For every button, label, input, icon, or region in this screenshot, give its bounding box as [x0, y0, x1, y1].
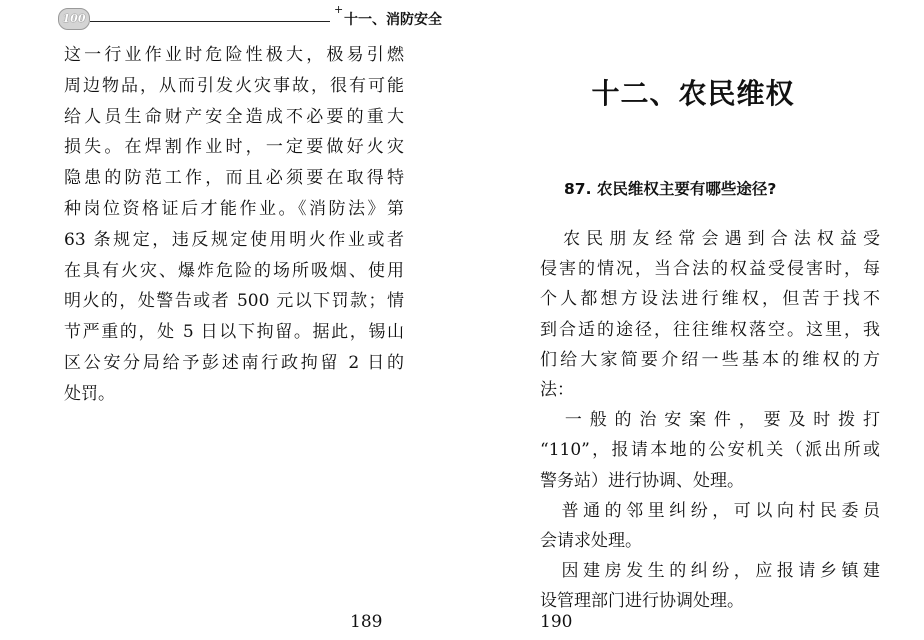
text-line: 到合适的途径，往往维权落空。这里，我	[540, 319, 880, 340]
text-line: 农民朋友经常会遇到合法权益受	[540, 229, 880, 249]
text-line: 在具有火灾、爆炸危险的场所吸烟、使用	[64, 260, 404, 281]
text-line: 因建房发生的纠纷，应报请乡镇建	[540, 561, 880, 582]
text-line: 隐患的防范工作，而且必须要在取得特	[64, 168, 404, 189]
text-line: 种岗位资格证后才能作业。《消防法》第	[64, 198, 404, 219]
text-line: 个人都想方设法进行维权，但苦于找不	[540, 289, 880, 310]
text-line: 明火的，处警告或者 500 元以下罚款；情	[64, 291, 404, 312]
text-line: 们给大家简要介绍一些基本的维权的方	[540, 349, 880, 370]
right-body-text	[540, 224, 880, 616]
text-line: 警务站）进行协调、处理。	[540, 470, 744, 491]
text-line: “110”，报请本地的公安机关（派出所或	[540, 440, 880, 461]
text-line: 这一行业作业时危险性极大，极易引燃	[64, 45, 404, 65]
text-line: 损失。在焊割作业时，一定要做好火灾	[64, 137, 404, 158]
text-line: 法：	[540, 379, 574, 400]
text-line: 处罚。	[64, 383, 115, 404]
text-line: 周边物品，从而引发火灾事故，很有可能	[64, 75, 404, 96]
header-plus-mark: +	[334, 3, 344, 16]
text-line: 节严重的，处 5 日以下拘留。据此，锡山	[64, 322, 404, 343]
left-body-text	[64, 40, 404, 410]
text-line: 侵害的情况，当合法的权益受侵害时，每	[540, 259, 880, 280]
text-line: 63 条规定，违反规定使用明火作业或者	[64, 229, 404, 250]
question-heading: 87. 农民维权主要有哪些途径?	[564, 180, 777, 198]
header-rule	[90, 21, 330, 22]
right-page	[462, 0, 924, 640]
page-number-right: 190	[540, 612, 573, 632]
page-number-badge: 100	[58, 8, 90, 30]
chapter-title: 十二、农民维权	[591, 77, 795, 110]
text-line: 设管理部门进行协调处理。	[540, 591, 744, 612]
text-line: 普通的邻里纠纷，可以向村民委员	[540, 500, 880, 521]
page-number-left: 189	[350, 612, 383, 632]
running-header	[58, 3, 442, 30]
section-title: 十一、消防安全	[344, 12, 442, 28]
text-line: 一般的治安案件，要及时拨打	[540, 410, 880, 431]
text-line: 给人员生命财产安全造成不必要的重大	[64, 106, 404, 127]
text-line: 区公安分局给予彭述南行政拘留 2 日的	[64, 352, 404, 373]
text-line: 会请求处理。	[540, 530, 642, 551]
